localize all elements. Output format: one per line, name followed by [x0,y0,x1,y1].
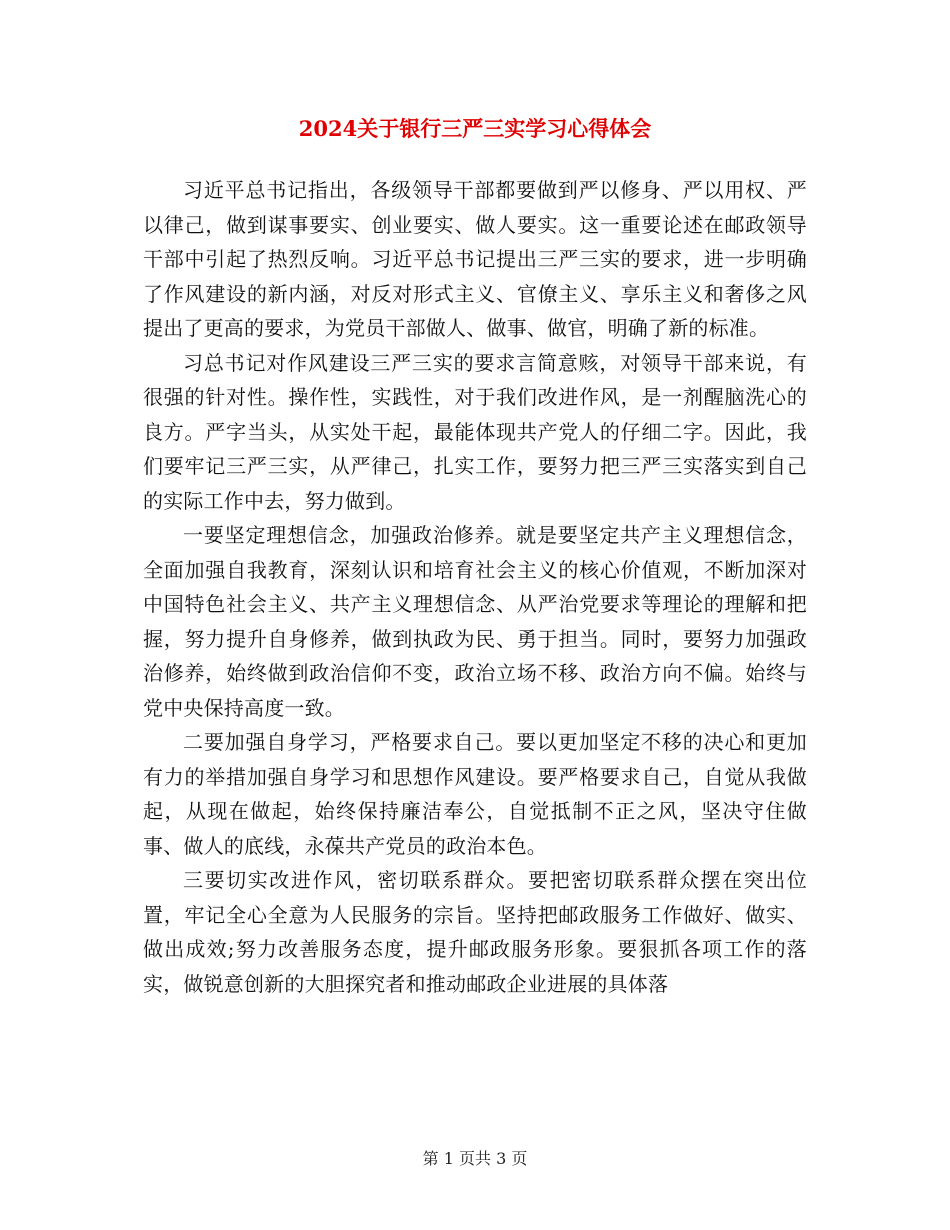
paragraph-2: 习总书记对作风建设三严三实的要求言简意赅，对领导干部来说，有很强的针对性。操作性，实践性，对于我们改进作风，是一剂醒脑洗心的良方。严字当头，从实处干起，最能体现共产党人的仔细二字。因此，我们要牢记三严三实，从严律己，扎实工作，要努力把三严三实落实到自己的实际工作中去，努力做到。 [143,350,807,513]
paragraph-3: 一要坚定理想信念，加强政治修养。就是要坚定共产主义理想信念，全面加强自我教育，深刻认识和培育社会主义的核心价值观，不断加深对中国特色社会主义、共产主义理想信念、从严治党要求等理论的理解和把握，努力提升自身修养，做到执政为民、勇于担当。同时，要努力加强政治修养，始终做到政治信仰不变，政治立场不移、政治方向不偏。始终与党中央保持高度一致。 [143,523,807,720]
paragraph-5: 三要切实改进作风，密切联系群众。要把密切联系群众摆在突出位置，牢记全心全意为人民服务的宗旨。坚持把邮政服务工作做好、做实、做出成效;努力改善服务态度，提升邮政服务形象。要狠抓各项工作的落实，做锐意创新的大胆探究者和推动邮政企业进展的具体落 [143,868,807,996]
page-number-footer: 第 1 页共 3 页 [422,1149,528,1168]
document-title: 2024关于银行三严三实学习心得体会 [298,116,652,141]
paragraph-1: 习近平总书记指出，各级领导干部都要做到严以修身、严以用权、严以律己，做到谋事要实、创业要实、做人要实。这一重要论述在邮政领导干部中引起了热烈反响。习近平总书记提出三严三实的要求，进一步明确了作风建设的新内涵，对反对形式主义、官僚主义、享乐主义和奢侈之风提出了更高的要求，为党员干部做人、做事、做官，明确了新的标准。 [143,178,807,340]
paragraph-4: 二要加强自身学习，严格要求自己。要以更加坚定不移的决心和更加有力的举措加强自身学习和思想作风建设。要严格要求自己，自觉从我做起，从现在做起，始终保持廉洁奉公，自觉抵制不正之风，坚决守住做事、做人的底线，永葆共产党员的政治本色。 [143,730,807,858]
document-body [143,173,807,1001]
